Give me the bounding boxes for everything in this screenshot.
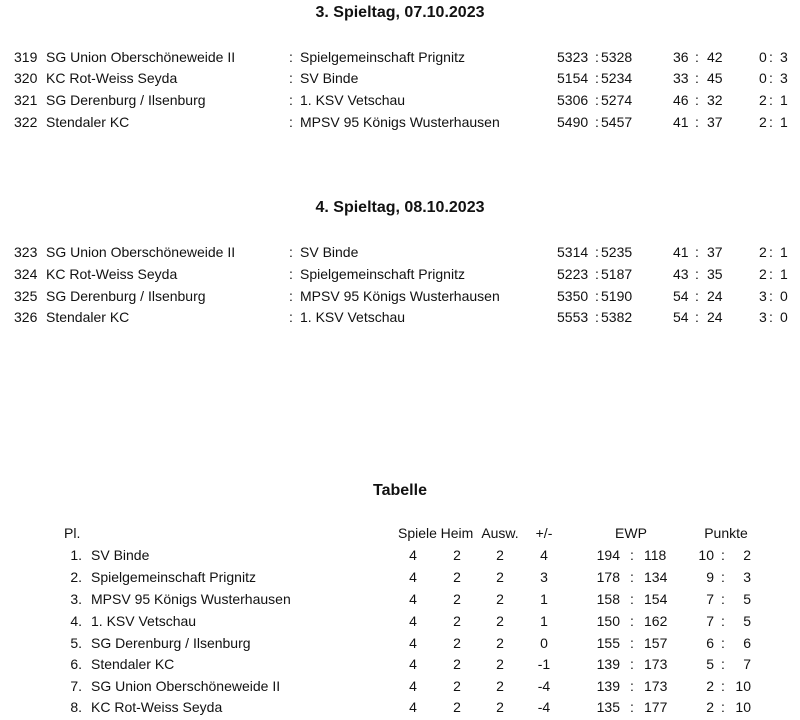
table-row xyxy=(0,696,800,718)
ausw: 2 xyxy=(496,591,504,607)
rank: 6. xyxy=(70,656,82,672)
match-row xyxy=(0,68,800,88)
team-separator: : xyxy=(289,309,293,325)
ewp-plus: 158 xyxy=(596,591,620,607)
match-number: 319 xyxy=(14,49,38,65)
punkte-plus: 9 xyxy=(706,569,714,585)
match-row xyxy=(0,264,800,284)
header-punkte: Punkte xyxy=(704,525,748,541)
sp-home: 41 xyxy=(673,114,689,130)
ausw: 2 xyxy=(496,569,504,585)
punkte-plus: 10 xyxy=(698,547,714,563)
ewp-separator: : xyxy=(630,635,634,651)
rank: 3. xyxy=(70,591,82,607)
kegel-separator: : xyxy=(595,49,599,65)
punkte-minus: 5 xyxy=(743,613,751,629)
kegel-home: 5306 xyxy=(557,92,589,108)
mp-away: 0 xyxy=(780,309,788,325)
rank: 8. xyxy=(70,699,82,715)
heim: 2 xyxy=(453,591,461,607)
away-team: MPSV 95 Königs Wusterhausen xyxy=(300,114,500,130)
punkte-plus: 2 xyxy=(706,699,714,715)
team-separator: : xyxy=(289,92,293,108)
heim: 2 xyxy=(453,613,461,629)
punkte-minus: 10 xyxy=(735,699,751,715)
mp-separator: : xyxy=(769,70,773,86)
table-header xyxy=(0,522,800,544)
home-team: Stendaler KC xyxy=(46,114,130,130)
table-row xyxy=(0,610,800,632)
table-row xyxy=(0,588,800,610)
kegel-home: 5314 xyxy=(557,244,589,260)
table-row xyxy=(0,632,800,654)
team-separator: : xyxy=(289,114,293,130)
sp-separator: : xyxy=(695,244,699,260)
punkte-plus: 7 xyxy=(706,591,714,607)
away-team: Spielgemeinschaft Prignitz xyxy=(300,49,465,65)
sp-separator: : xyxy=(695,114,699,130)
kegel-separator: : xyxy=(595,70,599,86)
mp-away: 0 xyxy=(780,288,788,304)
heim: 2 xyxy=(453,635,461,651)
away-team: SV Binde xyxy=(300,244,359,260)
kegel-separator: : xyxy=(595,114,599,130)
kegel-separator: : xyxy=(595,288,599,304)
mp-separator: : xyxy=(769,114,773,130)
sp-home: 43 xyxy=(673,266,689,282)
diff: 0 xyxy=(540,635,548,651)
sp-away: 35 xyxy=(707,266,723,282)
sp-separator: : xyxy=(695,92,699,108)
diff: -1 xyxy=(537,656,551,672)
ewp-plus: 155 xyxy=(596,635,620,651)
sp-separator: : xyxy=(695,266,699,282)
mp-home: 3 xyxy=(759,309,767,325)
punkte-separator: : xyxy=(721,613,725,629)
team-separator: : xyxy=(289,70,293,86)
rank: 7. xyxy=(70,678,82,694)
ewp-plus: 139 xyxy=(596,678,620,694)
kegel-separator: : xyxy=(595,244,599,260)
sp-separator: : xyxy=(695,288,699,304)
mp-home: 3 xyxy=(759,288,767,304)
kegel-home: 5154 xyxy=(557,70,589,86)
mp-away: 3 xyxy=(780,49,788,65)
punkte-separator: : xyxy=(721,569,725,585)
heim: 2 xyxy=(453,569,461,585)
team-separator: : xyxy=(289,49,293,65)
spiele: 4 xyxy=(409,547,417,563)
mp-separator: : xyxy=(769,49,773,65)
sp-away: 32 xyxy=(707,92,723,108)
ewp-plus: 150 xyxy=(596,613,620,629)
header-diff: +/- xyxy=(535,525,553,541)
punkte-minus: 5 xyxy=(743,591,751,607)
sp-home: 46 xyxy=(673,92,689,108)
punkte-minus: 6 xyxy=(743,635,751,651)
match-row xyxy=(0,242,800,262)
ausw: 2 xyxy=(496,547,504,563)
ewp-plus: 194 xyxy=(596,547,620,563)
heim: 2 xyxy=(453,699,461,715)
heim: 2 xyxy=(453,678,461,694)
kegel-separator: : xyxy=(595,309,599,325)
kegel-away: 5190 xyxy=(601,288,633,304)
punkte-plus: 6 xyxy=(706,635,714,651)
sp-away: 45 xyxy=(707,70,723,86)
match-row xyxy=(0,286,800,306)
mp-home: 0 xyxy=(759,70,767,86)
ewp-separator: : xyxy=(630,678,634,694)
diff: 3 xyxy=(540,569,548,585)
mp-away: 3 xyxy=(780,70,788,86)
mp-separator: : xyxy=(769,244,773,260)
diff: -4 xyxy=(537,678,551,694)
ewp-separator: : xyxy=(630,656,634,672)
sp-separator: : xyxy=(695,49,699,65)
kegel-away: 5235 xyxy=(601,244,633,260)
diff: -4 xyxy=(537,699,551,715)
ausw: 2 xyxy=(496,656,504,672)
diff: 1 xyxy=(540,613,548,629)
match-number: 320 xyxy=(14,70,38,86)
mp-home: 2 xyxy=(759,114,767,130)
sp-home: 41 xyxy=(673,244,689,260)
header-heim: Heim xyxy=(440,525,474,541)
header-ewp: EWP xyxy=(615,525,647,541)
home-team: SG Derenburg / Ilsenburg xyxy=(46,288,206,304)
sp-home: 33 xyxy=(673,70,689,86)
sp-away: 42 xyxy=(707,49,723,65)
ausw: 2 xyxy=(496,678,504,694)
sp-separator: : xyxy=(695,309,699,325)
heim: 2 xyxy=(453,547,461,563)
ewp-separator: : xyxy=(630,569,634,585)
mp-separator: : xyxy=(769,309,773,325)
diff: 4 xyxy=(540,547,548,563)
ewp-minus: 177 xyxy=(644,699,668,715)
away-team: MPSV 95 Königs Wusterhausen xyxy=(300,288,500,304)
kegel-home: 5223 xyxy=(557,266,589,282)
punkte-separator: : xyxy=(721,656,725,672)
ewp-separator: : xyxy=(630,699,634,715)
away-team: 1. KSV Vetschau xyxy=(300,309,406,325)
kegel-home: 5323 xyxy=(557,49,589,65)
mp-away: 1 xyxy=(780,114,788,130)
match-row xyxy=(0,47,800,67)
kegel-away: 5328 xyxy=(601,49,633,65)
sp-separator: : xyxy=(695,70,699,86)
kegel-away: 5274 xyxy=(601,92,633,108)
match-row xyxy=(0,112,800,132)
kegel-away: 5187 xyxy=(601,266,633,282)
ewp-separator: : xyxy=(630,613,634,629)
mp-separator: : xyxy=(769,288,773,304)
spieltag-4-title: 4. Spieltag, 08.10.2023 xyxy=(315,199,485,216)
sp-away: 24 xyxy=(707,309,723,325)
spiele: 4 xyxy=(409,678,417,694)
kegel-separator: : xyxy=(595,92,599,108)
sp-away: 37 xyxy=(707,114,723,130)
kegel-home: 5350 xyxy=(557,288,589,304)
table-row xyxy=(0,544,800,566)
team-name: KC Rot-Weiss Seyda xyxy=(91,699,223,715)
punkte-separator: : xyxy=(721,591,725,607)
mp-away: 1 xyxy=(780,244,788,260)
ausw: 2 xyxy=(496,635,504,651)
match-number: 321 xyxy=(14,92,38,108)
match-row xyxy=(0,90,800,110)
mp-separator: : xyxy=(769,92,773,108)
punkte-plus: 2 xyxy=(706,678,714,694)
home-team: Stendaler KC xyxy=(46,309,130,325)
header-ausw: Ausw. xyxy=(481,525,519,541)
home-team: SG Derenburg / Ilsenburg xyxy=(46,92,206,108)
away-team: Spielgemeinschaft Prignitz xyxy=(300,266,465,282)
ausw: 2 xyxy=(496,613,504,629)
kegel-separator: : xyxy=(595,266,599,282)
punkte-minus: 7 xyxy=(743,656,751,672)
home-team: KC Rot-Weiss Seyda xyxy=(46,70,178,86)
punkte-separator: : xyxy=(721,547,725,563)
team-separator: : xyxy=(289,244,293,260)
match-row xyxy=(0,307,800,327)
team-separator: : xyxy=(289,266,293,282)
spiele: 4 xyxy=(409,656,417,672)
rank: 5. xyxy=(70,635,82,651)
spieltag-3-title: 3. Spieltag, 07.10.2023 xyxy=(315,4,485,21)
spiele: 4 xyxy=(409,613,417,629)
home-team: KC Rot-Weiss Seyda xyxy=(46,266,178,282)
ewp-minus: 118 xyxy=(644,547,667,563)
mp-home: 2 xyxy=(759,244,767,260)
team-name: SG Derenburg / Ilsenburg xyxy=(91,635,251,651)
team-name: Stendaler KC xyxy=(91,656,175,672)
ewp-minus: 154 xyxy=(644,591,668,607)
rank: 2. xyxy=(70,569,82,585)
table-title: Tabelle xyxy=(373,482,427,499)
ewp-plus: 135 xyxy=(596,699,620,715)
sp-away: 37 xyxy=(707,244,723,260)
punkte-minus: 2 xyxy=(743,547,751,563)
table-row xyxy=(0,566,800,588)
kegel-away: 5234 xyxy=(601,70,633,86)
ewp-minus: 173 xyxy=(644,656,668,672)
home-team: SG Union Oberschöneweide II xyxy=(46,49,236,65)
diff: 1 xyxy=(540,591,548,607)
match-number: 322 xyxy=(14,114,38,130)
kegel-away: 5457 xyxy=(601,114,633,130)
spiele: 4 xyxy=(409,591,417,607)
punkte-plus: 5 xyxy=(706,656,714,672)
sp-home: 36 xyxy=(673,49,689,65)
ewp-separator: : xyxy=(630,547,634,563)
mp-away: 1 xyxy=(780,266,788,282)
team-separator: : xyxy=(289,288,293,304)
home-team: SG Union Oberschöneweide II xyxy=(46,244,236,260)
match-number: 324 xyxy=(14,266,38,282)
ewp-plus: 139 xyxy=(596,656,620,672)
ewp-minus: 162 xyxy=(644,613,668,629)
mp-home: 2 xyxy=(759,92,767,108)
punkte-plus: 7 xyxy=(706,613,714,629)
punkte-minus: 10 xyxy=(735,678,751,694)
team-name: SG Union Oberschöneweide II xyxy=(91,678,281,694)
mp-separator: : xyxy=(769,266,773,282)
punkte-separator: : xyxy=(721,678,725,694)
team-name: MPSV 95 Königs Wusterhausen xyxy=(91,591,291,607)
kegel-away: 5382 xyxy=(601,309,633,325)
spiele: 4 xyxy=(409,569,417,585)
kegel-home: 5490 xyxy=(557,114,589,130)
punkte-separator: : xyxy=(721,699,725,715)
ewp-minus: 157 xyxy=(644,635,668,651)
punkte-separator: : xyxy=(721,635,725,651)
ewp-minus: 134 xyxy=(644,569,668,585)
ewp-plus: 178 xyxy=(596,569,620,585)
heim: 2 xyxy=(453,656,461,672)
away-team: SV Binde xyxy=(300,70,359,86)
header-pl: Pl. xyxy=(64,525,81,541)
match-number: 325 xyxy=(14,288,38,304)
rank: 4. xyxy=(70,613,82,629)
match-number: 323 xyxy=(14,244,38,260)
ewp-separator: : xyxy=(630,591,634,607)
spiele: 4 xyxy=(409,635,417,651)
match-number: 326 xyxy=(14,309,38,325)
mp-away: 1 xyxy=(780,92,788,108)
ausw: 2 xyxy=(496,699,504,715)
spiele: 4 xyxy=(409,699,417,715)
sp-home: 54 xyxy=(673,288,689,304)
mp-home: 0 xyxy=(759,49,767,65)
table-row xyxy=(0,675,800,697)
sp-home: 54 xyxy=(673,309,689,325)
kegel-home: 5553 xyxy=(557,309,589,325)
mp-home: 2 xyxy=(759,266,767,282)
ewp-minus: 173 xyxy=(644,678,668,694)
punkte-minus: 3 xyxy=(743,569,751,585)
team-name: Spielgemeinschaft Prignitz xyxy=(91,569,256,585)
header-spiele: Spiele xyxy=(398,525,437,541)
away-team: 1. KSV Vetschau xyxy=(300,92,406,108)
team-name: 1. KSV Vetschau xyxy=(91,613,197,629)
team-name: SV Binde xyxy=(91,547,150,563)
table-row xyxy=(0,653,800,675)
sp-away: 24 xyxy=(707,288,723,304)
rank: 1. xyxy=(70,547,82,563)
